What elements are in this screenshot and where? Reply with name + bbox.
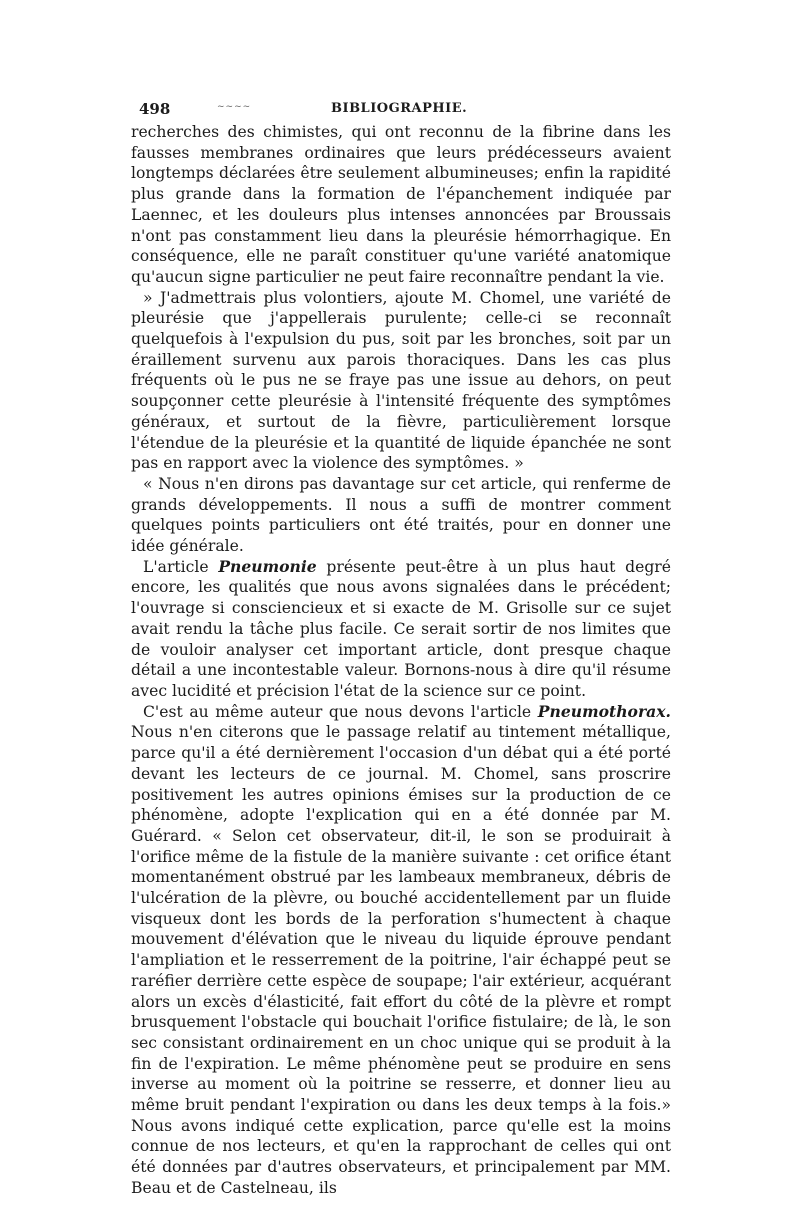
paragraph-pneumothorax: C'est au même auteur que nous devons l'article Pneumothorax. Nous n'en citerons que le passage relatif au tintement métallique, parce qu'il a été dernièrement l'occasion d'un débat qui a été porté devant les lecteurs de ce journal. M. Chomel, sans proscrire positivement les autres opinions émises sur la production de ce phénomène, adopte l'explication qui en a été donnée par M. Guérard. « Selon cet observateur, dit-il, le son se produirait à l'orifice même de la fistule de la manière suivante : cet orifice étant momentanément obstrué par les lambeaux membraneux, débris de l'ulcération de la plèvre, ou bouché accidentellement par un fluide visqueux dont les bords de la perforation s'humectent à chaque mouvement d'élévation que le niveau du liquide éprouve pendant l'ampliation et le resserrement de la poitrine, l'air échappé peut se raréfier derrière cette espèce de soupape; l'air extérieur, acquérant alors un excès d'élasticité, fait effort du côté de la plèvre et rompt brusquement l'obstacle qui bouchait l'orifice fistulaire; de là, le son sec consistant ordinairement en un choc unique qui se produit à la fin de l'expiration. Le même phénomène peut se produire en sens inverse au moment où la poitrine se resserre, et donner lieu au même bruit pendant l'expiration ou dans les deux temps à la fois.» Nous avons indiqué cette explication, parce qu'elle est la moins connue de nos lecteurs, et qu'en la rapprochant de celles qui ont été données par d'autres observateurs, et principalement par MM. Beau et de Castelneau, ils	[131, 701, 671, 1197]
paragraph-pneumonie: L'article Pneumonie présente peut-être à un plus haut degré encore, les qualités que nous avons signalées dans le précédent; l'ouvrage si consciencieux et si exacte de M. Grisolle sur ce sujet avait rendu la tâche plus facile. Ce serait sortir de nos limites que de vouloir analyser cet important article, dont presque chaque détail a une incontestable valeur. Bornons-nous à dire qu'il résume avec lucidité et précision l'état de la science sur ce point.	[131, 556, 671, 700]
running-title: BIBLIOGRAPHIE.	[331, 101, 468, 116]
article-title-pneumonie: Pneumonie	[218, 556, 317, 576]
paragraph-purulent-pleurisy: » J'admettrais plus volontiers, ajoute M. Chomel, une variété de pleurésie que j'appellerais purulente; celle-ci se reconnaît quelquefois à l'expulsion du pus, soit par les bronches, soit par un éraillement survenu aux parois thoraciques. Dans les cas plus fréquents où le pus ne se fraye pas une issue au dehors, on peut soupçonner cette pleurésie à l'intensité fréquente des symptômes généraux, et surtout de la fièvre, particulièrement lorsque l'étendue de la pleurésie et la quantité de liquide épanchée ne sont pas en rapport avec la violence des symptômes. »	[131, 288, 671, 473]
header-ornament: ~~~~	[217, 102, 252, 112]
article-title-pneumothorax: Pneumothorax.	[537, 701, 671, 721]
book-page	[117, 100, 673, 1199]
body-text	[131, 122, 671, 1199]
running-header	[131, 100, 671, 122]
page-number: 498	[139, 100, 171, 118]
paragraph-conclusion: « Nous n'en dirons pas davantage sur cet article, qui renferme de grands développements. Il nous a suffi de montrer comment quelques points particuliers ont été traités, pour en donner une idée générale.	[131, 474, 671, 556]
paragraph-continuation: recherches des chimistes, qui ont reconnu de la fibrine dans les fausses membranes ordinaires que leurs prédécesseurs avaient longtemps déclarées être seulement albumineuses; enfin la rapidité plus grande dans la formation de l'épanchement indiquée par Laennec, et les douleurs plus intenses annoncées par Broussais n'ont pas constamment lieu dans la pleurésie hémorrhagique. En conséquence, elle ne paraît constituer qu'une variété anatomique qu'aucun signe particulier ne peut faire reconnaître pendant la vie.	[131, 123, 671, 286]
